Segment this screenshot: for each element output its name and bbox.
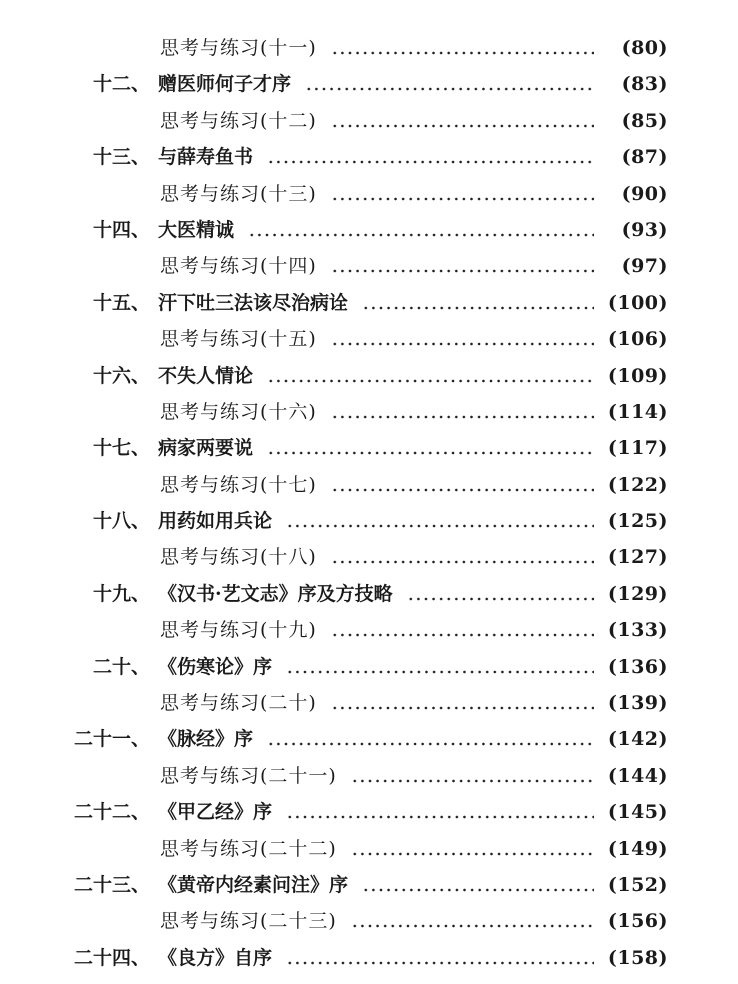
toc-exercise-entry <box>0 539 738 575</box>
toc-exercise-entry <box>0 321 738 357</box>
chapter-number: 二十二、 <box>73 801 150 824</box>
chapter-title: 《良方》自序 <box>158 946 273 969</box>
dot-leader <box>267 379 594 383</box>
chapter-number: 二十四、 <box>73 946 150 969</box>
exercise-title: 思考与练习(二十二) <box>160 837 337 860</box>
toc-exercise-entry <box>0 30 738 66</box>
chapter-title: 不失人情论 <box>158 364 254 387</box>
exercise-title: 思考与练习(十九) <box>160 619 317 642</box>
chapter-title: 《汉书·艺文志》序及方技略 <box>158 582 393 605</box>
chapter-title: 用药如用兵论 <box>158 510 273 533</box>
chapter-title: 大医精诚 <box>158 218 235 241</box>
page-number: (127) <box>607 546 668 569</box>
dot-leader <box>331 51 594 55</box>
toc-exercise-entry <box>0 176 738 212</box>
dot-leader <box>267 451 594 455</box>
toc-chapter-entry <box>0 430 738 466</box>
toc-chapter-entry <box>0 576 738 612</box>
toc-exercise-entry <box>0 903 738 939</box>
toc-chapter-entry <box>0 503 738 539</box>
dot-leader <box>351 924 594 928</box>
exercise-title: 思考与练习(十七) <box>160 473 317 496</box>
dot-leader <box>286 815 594 819</box>
toc-chapter-entry <box>0 867 738 903</box>
page-number: (136) <box>607 655 668 678</box>
chapter-title: 病家两要说 <box>158 437 254 460</box>
chapter-number: 二十三、 <box>73 873 150 896</box>
page-number: (100) <box>607 291 668 314</box>
toc-chapter-entry <box>0 940 738 976</box>
toc-chapter-entry <box>0 794 738 830</box>
toc-exercise-entry <box>0 758 738 794</box>
page-number: (133) <box>607 619 668 642</box>
exercise-title: 思考与练习(十八) <box>160 546 317 569</box>
page-number: (90) <box>621 182 668 205</box>
chapter-title: 赠医师何子才序 <box>158 73 292 96</box>
chapter-number: 十六、 <box>92 364 150 387</box>
exercise-title: 思考与练习(二十三) <box>160 910 337 933</box>
page-number: (158) <box>607 946 668 969</box>
chapter-title: 《伤寒论》序 <box>158 655 273 678</box>
page-number: (109) <box>607 364 668 387</box>
dot-leader <box>362 306 594 310</box>
page-number: (122) <box>607 473 668 496</box>
dot-leader <box>286 524 594 528</box>
page-number: (117) <box>607 437 668 460</box>
toc-exercise-entry <box>0 612 738 648</box>
page-number: (83) <box>621 73 668 96</box>
page-number: (156) <box>607 910 668 933</box>
dot-leader <box>331 342 594 346</box>
toc-exercise-entry <box>0 467 738 503</box>
dot-leader <box>331 415 594 419</box>
page-number: (139) <box>607 692 668 715</box>
chapter-number: 二十、 <box>92 655 150 678</box>
dot-leader <box>331 124 594 128</box>
exercise-title: 思考与练习(十一) <box>160 37 317 59</box>
dot-leader <box>267 742 594 746</box>
toc-exercise-entry <box>0 831 738 867</box>
chapter-number: 十三、 <box>92 146 150 169</box>
page-number: (80) <box>621 37 668 59</box>
chapter-title: 与薛寿鱼书 <box>158 146 254 169</box>
chapter-title: 《甲乙经》序 <box>158 801 273 824</box>
page-number: (144) <box>607 764 668 787</box>
dot-leader <box>351 852 594 856</box>
dot-leader <box>331 269 594 273</box>
page-number: (125) <box>607 510 668 533</box>
exercise-title: 思考与练习(十五) <box>160 328 317 351</box>
page-number: (145) <box>607 801 668 824</box>
toc-chapter-entry <box>0 649 738 685</box>
page-number: (129) <box>607 582 668 605</box>
chapter-title: 《脉经》序 <box>158 728 254 751</box>
toc-exercise-entry <box>0 103 738 139</box>
page-number: (114) <box>607 400 668 423</box>
toc-exercise-entry <box>0 394 738 430</box>
exercise-title: 思考与练习(十六) <box>160 400 317 423</box>
page-number: (97) <box>621 255 668 278</box>
page-number: (106) <box>607 328 668 351</box>
table-of-contents <box>0 30 738 976</box>
toc-chapter-entry <box>0 212 738 248</box>
dot-leader <box>331 197 594 201</box>
page-number: (85) <box>621 109 668 132</box>
dot-leader <box>286 961 594 965</box>
dot-leader <box>286 670 594 674</box>
chapter-number: 二十一、 <box>73 728 150 751</box>
exercise-title: 思考与练习(二十一) <box>160 764 337 787</box>
dot-leader <box>362 888 594 892</box>
toc-chapter-entry <box>0 721 738 757</box>
dot-leader <box>331 633 594 637</box>
dot-leader <box>267 160 594 164</box>
chapter-number: 十七、 <box>92 437 150 460</box>
exercise-title: 思考与练习(二十) <box>160 692 317 715</box>
page-number: (87) <box>621 146 668 169</box>
exercise-title: 思考与练习(十三) <box>160 182 317 205</box>
dot-leader <box>331 706 594 710</box>
page-number: (142) <box>607 728 668 751</box>
page-number: (93) <box>621 218 668 241</box>
dot-leader <box>331 560 594 564</box>
dot-leader <box>248 233 594 237</box>
dot-leader <box>305 87 594 91</box>
chapter-title: 汗下吐三法该尽治病诠 <box>158 291 349 314</box>
exercise-title: 思考与练习(十四) <box>160 255 317 278</box>
chapter-title: 《黄帝内经素问注》序 <box>158 873 349 896</box>
toc-chapter-entry <box>0 358 738 394</box>
chapter-number: 十四、 <box>92 218 150 241</box>
toc-exercise-entry <box>0 248 738 284</box>
chapter-number: 十八、 <box>92 510 150 533</box>
page-number: (149) <box>607 837 668 860</box>
chapter-number: 十五、 <box>92 291 150 314</box>
page-number: (152) <box>607 873 668 896</box>
toc-chapter-entry <box>0 66 738 102</box>
toc-chapter-entry <box>0 285 738 321</box>
dot-leader <box>351 779 594 783</box>
chapter-number: 十九、 <box>92 582 150 605</box>
toc-chapter-entry <box>0 139 738 175</box>
toc-exercise-entry <box>0 685 738 721</box>
exercise-title: 思考与练习(十二) <box>160 109 317 132</box>
dot-leader <box>331 488 594 492</box>
dot-leader <box>407 597 594 601</box>
chapter-number: 十二、 <box>92 73 150 96</box>
